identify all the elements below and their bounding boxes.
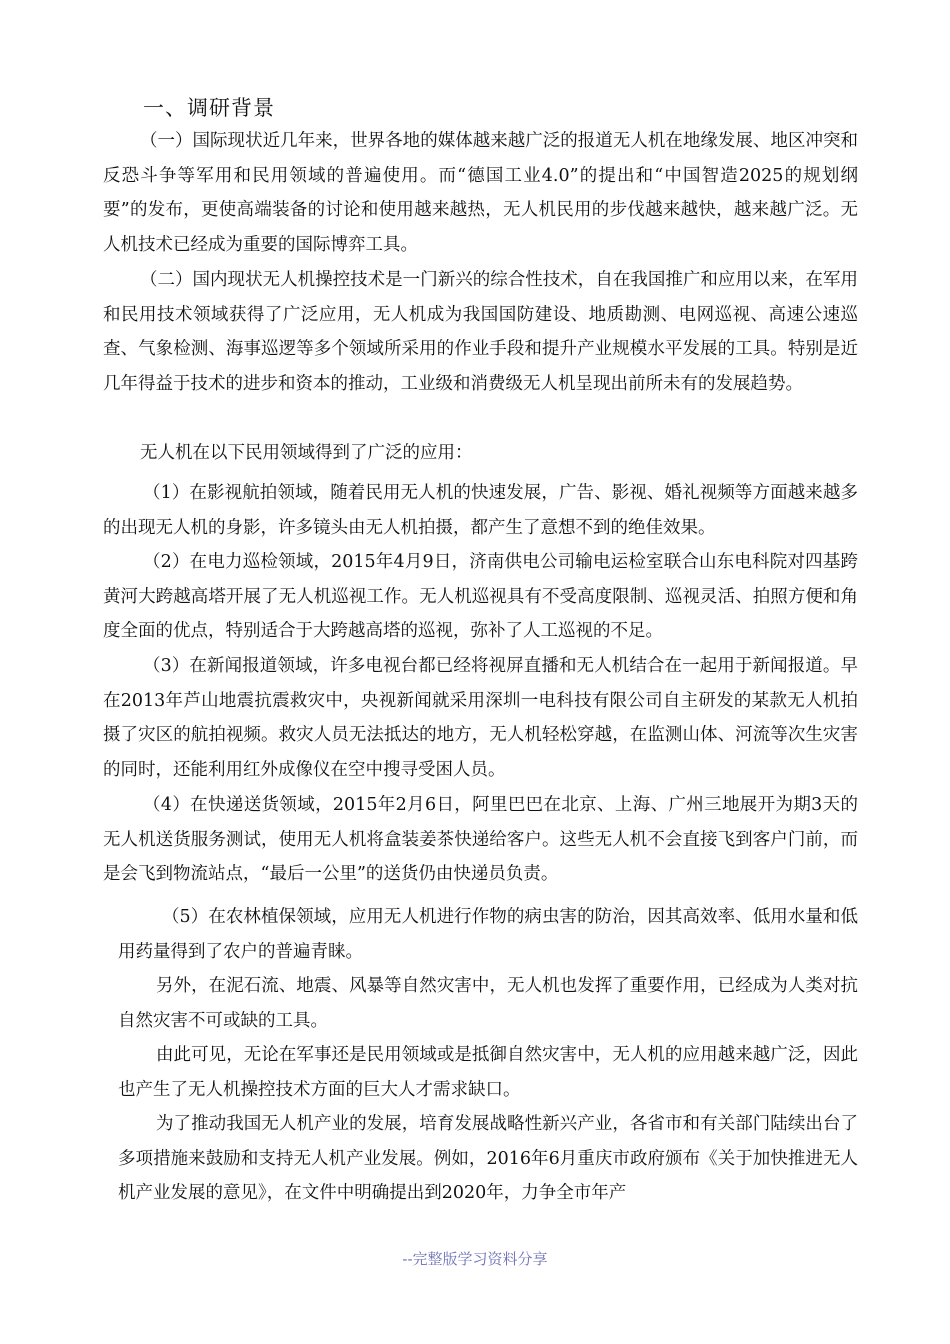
paragraph-item-2: （2）在电力巡检领域，2015年4月9日，济南供电公司输电运检室联合山东电科院对四基跨黄河大跨越高塔开展了无人机巡视工作。无人机巡视具有不受高度限制、巡视灵活、拍照方便和角度全面的优点，特别适合于大跨越高塔的巡视，弥补了人工巡视的不足。 xyxy=(103,552,858,641)
paragraph-conclusion: 由此可见，无论在军事还是民用领域或是抵御自然灾害中，无人机的应用越来越广泛，因此也产生了无人机操控技术方面的巨大人才需求缺口。 xyxy=(118,1045,858,1100)
paragraph-other-disasters: 另外，在泥石流、地震、风暴等自然灾害中，无人机也发挥了重要作用，已经成为人类对抗自然灾害不可或缺的工具。 xyxy=(118,976,858,1031)
paragraph-policy: 为了推动我国无人机产业的发展，培育发展战略性新兴产业，各省市和有关部门陆续出台了多项措施来鼓励和支持无人机产业发展。例如，2016年6月重庆市政府颁布《关于加快推进无人机产业发展的意见》，在文件中明确提出到2020年，力争全市年产 xyxy=(118,1114,858,1203)
page-footer: --完整版学习资料分享 xyxy=(402,1250,548,1268)
paragraph-item-3: （3）在新闻报道领域，许多电视台都已经将视屏直播和无人机结合在一起用于新闻报道。早在2013年芦山地震抗震救灾中，央视新闻就采用深圳一电科技有限公司自主研发的某款无人机拍摄了灾区的航拍视频。救灾人员无法抵达的地方，无人机轻松穿越，在监测山体、河流等次生灾害的同时，还能利用红外成像仪在空中搜寻受困人员。 xyxy=(103,656,858,780)
paragraph-item-4: （4）在快递送货领域，2015年2月6日，阿里巴巴在北京、上海、广州三地展开为期3天的无人机送货服务测试，使用无人机将盒装姜茶快递给客户。这些无人机不会直接飞到客户门前，而是会飞到物流站点，“最后一公里”的送货仍由快递员负责。 xyxy=(103,795,858,884)
paragraph-civil-intro: 无人机在以下民用领域得到了广泛的应用： xyxy=(140,443,473,463)
section-heading: 一、调研背景 xyxy=(143,96,275,120)
paragraph-international-status: （一）国际现状近几年来，世界各地的媒体越来越广泛的报道无人机在地缘发展、地区冲突和反恐斗争等军用和民用领域的普遍使用。而“德国工业4.0”的提出和“中国智造2025的规划纲要”的发布，更使高端装备的讨论和使用越来越热，无人机民用的步伐越来越快，越来越广泛。无人机技术已经成为重要的国际博弈工具。 xyxy=(103,131,858,255)
paragraph-item-5: （5）在农林植保领域，应用无人机进行作物的病虫害的防治，因其高效率、低用水量和低用药量得到了农户的普遍青睐。 xyxy=(118,907,858,962)
paragraph-item-1: （1）在影视航拍领域，随着民用无人机的快速发展，广告、影视、婚礼视频等方面越来越多的出现无人机的身影，许多镜头由无人机拍摄，都产生了意想不到的绝佳效果。 xyxy=(103,483,858,538)
paragraph-domestic-status: （二）国内现状无人机操控技术是一门新兴的综合性技术，自在我国推广和应用以来，在军用和民用技术领域获得了广泛应用，无人机成为我国国防建设、地质勘测、电网巡视、高速公速巡查、气象检测、海事巡逻等多个领域所采用的作业手段和提升产业规模水平发展的工具。特别是近几年得益于技术的进步和资本的推动，工业级和消费级无人机呈现出前所未有的发展趋势。 xyxy=(103,270,858,394)
